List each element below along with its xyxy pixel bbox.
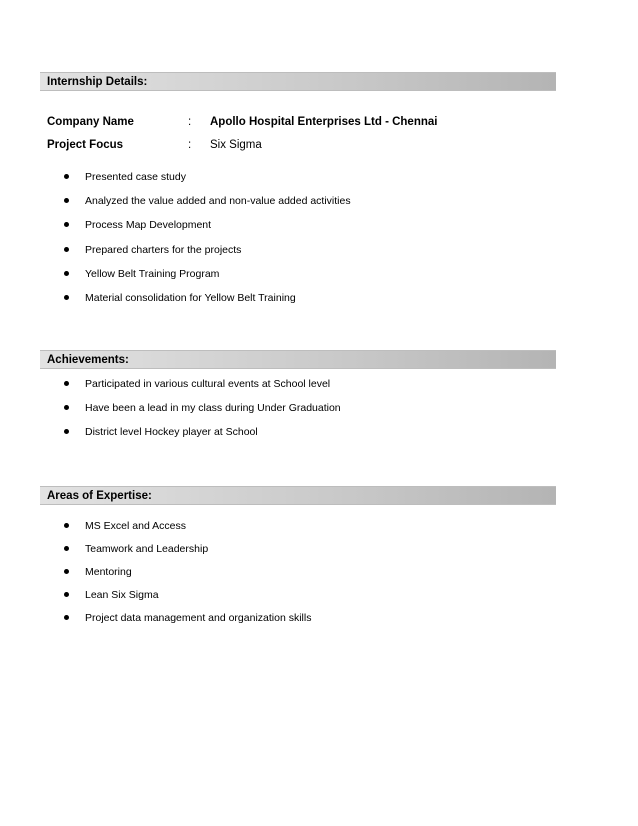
bullet-icon (64, 429, 69, 434)
bullet-icon (64, 592, 69, 597)
bullet-icon (64, 198, 69, 203)
list-item (0, 519, 600, 533)
bullet-icon (64, 247, 69, 252)
list-item-text: Have been a lead in my class during Under Graduation (85, 402, 341, 414)
list-item (0, 611, 600, 625)
company-name-label: Company Name (47, 116, 134, 128)
list-item-text: Participated in various cultural events at School level (85, 378, 331, 390)
list-item (0, 194, 600, 208)
list-item (0, 401, 600, 415)
list-item (0, 170, 600, 184)
list-item (0, 425, 600, 439)
section-title: Achievements: (47, 354, 129, 366)
bullet-icon (64, 174, 69, 179)
bullet-icon (64, 271, 69, 276)
bullet-icon (64, 405, 69, 410)
bullet-icon (64, 295, 69, 300)
list-item (0, 588, 600, 602)
list-item-text: Prepared charters for the projects (85, 244, 242, 256)
list-item-text: Project data management and organization skills (85, 612, 312, 624)
list-item-text: District level Hockey player at School (85, 426, 258, 438)
list-item-text: Analyzed the value added and non-value added activities (85, 195, 351, 207)
section-header-achievements (40, 350, 556, 369)
project-focus-value: Six Sigma (210, 139, 262, 151)
bullet-icon (64, 569, 69, 574)
list-item-text: Material consolidation for Yellow Belt Training (85, 292, 296, 304)
section-title: Internship Details: (47, 76, 148, 88)
bullet-icon (64, 222, 69, 227)
section-header-internship (40, 72, 556, 91)
list-item (0, 243, 600, 257)
section-title: Areas of Expertise: (47, 490, 152, 502)
list-item-text: Yellow Belt Training Program (85, 268, 220, 280)
list-item-text: Presented case study (85, 171, 186, 183)
list-item (0, 291, 600, 305)
section-header-expertise (40, 486, 556, 505)
list-item-text: Process Map Development (85, 219, 212, 231)
list-item-text: Lean Six Sigma (85, 589, 159, 601)
bullet-icon (64, 615, 69, 620)
bullet-icon (64, 381, 69, 386)
list-item (0, 218, 600, 232)
list-item-text: MS Excel and Access (85, 520, 186, 532)
company-name-value: Apollo Hospital Enterprises Ltd - Chennai (210, 116, 438, 128)
bullet-icon (64, 523, 69, 528)
list-item-text: Teamwork and Leadership (85, 543, 209, 555)
list-item-text: Mentoring (85, 566, 132, 578)
list-item (0, 542, 600, 556)
project-focus-label: Project Focus (47, 139, 124, 151)
list-item (0, 565, 600, 579)
project-focus-separator: : (188, 139, 192, 151)
bullet-icon (64, 546, 69, 551)
list-item (0, 377, 600, 391)
list-item (0, 267, 600, 281)
company-name-separator: : (188, 116, 192, 128)
